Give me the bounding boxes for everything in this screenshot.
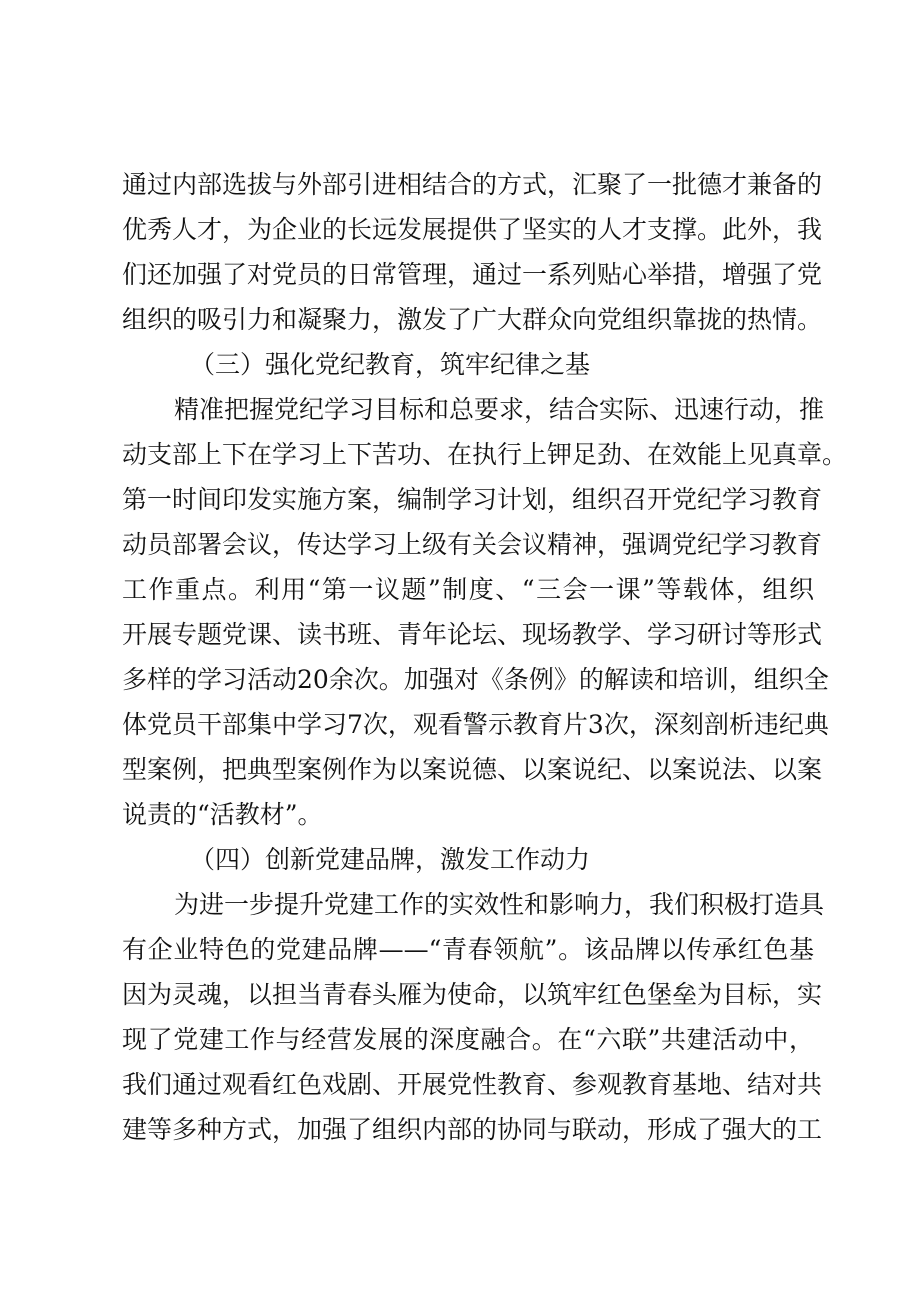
- paragraph-talent: [122, 162, 823, 342]
- text-line: 有企业特色的党建品牌——“青春领航”。该品牌以传承红色基: [122, 935, 814, 964]
- section-heading-4: （四）创新党建品牌，激发工作动力: [190, 845, 591, 874]
- text-line: 体党员干部集中学习7次，观看警示教育片3次，深刻剖析违纪典: [122, 710, 829, 739]
- paragraph-brand: [122, 882, 825, 1152]
- text-line: 组织的吸引力和凝聚力，激发了广大群众向党组织靠拢的热情。: [122, 305, 823, 334]
- text-line: 现了党建工作与经营发展的深度融合。在“六联”共建活动中，: [122, 1025, 814, 1054]
- text-line: 型案例，把典型案例作为以案说德、以案说纪、以案说法、以案: [122, 755, 823, 784]
- text-line: 多样的学习活动20余次。加强对《条例》的解读和培训，组织全: [122, 665, 829, 694]
- text-line: 通过内部选拔与外部引进相结合的方式，汇聚了一批德才兼备的: [122, 170, 823, 199]
- text-line: 动员部署会议，传达学习上级有关会议精神，强调党纪学习教育: [122, 530, 823, 559]
- text-line: 精准把握党纪学习目标和总要求，结合实际、迅速行动，推: [174, 395, 825, 424]
- text-line: 我们通过观看红色戏剧、开展党性教育、参观教育基地、结对共: [122, 1070, 823, 1099]
- text-line: 开展专题党课、读书班、青年论坛、现场教学、学习研讨等形式: [122, 620, 823, 649]
- section-heading-3: （三）强化党纪教育，筑牢纪律之基: [190, 350, 591, 379]
- text-line: 们还加强了对党员的日常管理，通过一系列贴心举措，增强了党: [122, 260, 823, 289]
- text-line: 优秀人才，为企业的长远发展提供了坚实的人才支撑。此外，我: [122, 215, 823, 244]
- text-line: 动支部上下在学习上下苦功、在执行上钾足劲、在效能上见真章。: [122, 440, 848, 469]
- text-line: 建等多种方式，加强了组织内部的协同与联动，形成了强大的工: [122, 1115, 823, 1144]
- text-line: 因为灵魂，以担当青春头雁为使命，以筑牢红色堡垒为目标，实: [122, 980, 823, 1009]
- document-body: [122, 162, 848, 1152]
- text-line: 为进一步提升党建工作的实效性和影响力，我们积极打造具: [174, 890, 825, 919]
- text-line: 第一时间印发实施方案，编制学习计划，组织召开党纪学习教育: [122, 485, 823, 514]
- text-line: 工作重点。利用“第一议题”制度、“三会一课”等载体，组织: [122, 575, 814, 604]
- paragraph-discipline: [122, 387, 848, 837]
- text-line: 说责的“活教材”。: [122, 800, 323, 829]
